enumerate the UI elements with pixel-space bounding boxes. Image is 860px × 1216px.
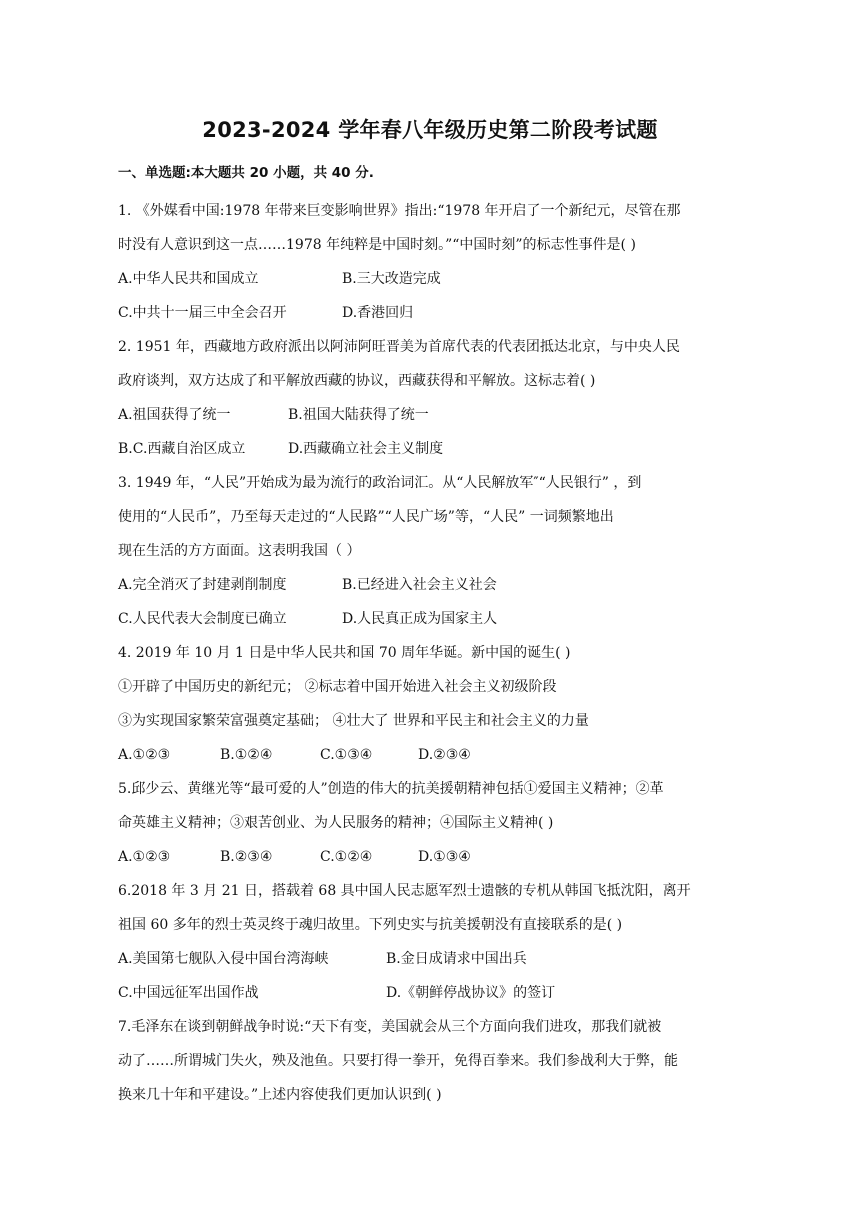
option-b: B.已经进入社会主义社会 bbox=[342, 577, 497, 593]
option-row bbox=[118, 568, 764, 602]
question-text-line: 1. 《外媒看中国:1978 年带来巨变影响世界》指出:“1978 年开启了一个新纪元，尽管在那 bbox=[118, 203, 681, 219]
option-c: C.中国远征军出国作战 bbox=[118, 985, 259, 1001]
question-text-line: 6.2018 年 3 月 21 日，搭载着 68 具中国人民志愿军烈士遗骸的专机从韩国飞抵沈阳，离开 bbox=[118, 883, 691, 899]
question-text-line: 使用的“人民币”，乃至每天走过的“人民路”“人民广场”等，“人民” 一词频繁地出 bbox=[118, 509, 614, 525]
question-text-line: 祖国 60 多年的烈士英灵终于魂归故里。下列史实与抗美援朝没有直接联系的是( ) bbox=[118, 917, 623, 933]
option-c: C.人民代表大会制度已确立 bbox=[118, 611, 287, 627]
question-text-line: 3. 1949 年，“人民”开始成为最为流行的政治词汇。从“人民解放军″“人民银行” ，到 bbox=[118, 475, 642, 491]
option-b: B.①②④ bbox=[220, 747, 273, 763]
option-row bbox=[118, 296, 764, 330]
question bbox=[118, 772, 764, 874]
option-b: B.三大改造完成 bbox=[342, 271, 441, 287]
question-text-line: 5.邱少云、黄继光等“最可爱的人”创造的伟大的抗美援朝精神包括①爱国主义精神；②革 bbox=[118, 781, 664, 797]
option-row bbox=[118, 840, 764, 874]
question bbox=[118, 636, 764, 772]
question-text-line: 2. 1951 年，西藏地方政府派出以阿沛阿旺晋美为首席代表的代表团抵达北京，与中央人民 bbox=[118, 339, 680, 355]
option-b: B.金日成请求中国出兵 bbox=[386, 951, 527, 967]
option-row bbox=[118, 398, 764, 432]
option-row bbox=[118, 432, 764, 466]
question bbox=[118, 194, 764, 330]
option-c: C.①③④ bbox=[320, 747, 373, 763]
question bbox=[118, 874, 764, 1010]
question-text-line: 动了……所谓城门失火，殃及池鱼。只要打得一拳开，免得百拳来。我们参战利大于弊，能 bbox=[118, 1053, 678, 1069]
option-a: A.中华人民共和国成立 bbox=[118, 271, 259, 287]
exam-content bbox=[118, 158, 764, 1112]
option-b: B.②③④ bbox=[220, 849, 273, 865]
question-text-line: 政府谈判，双方达成了和平解放西藏的协议，西藏获得和平解放。这标志着( ) bbox=[118, 373, 596, 389]
question-text-line: 现在生活的方方面面。这表明我国（ ） bbox=[118, 543, 361, 559]
option-row bbox=[118, 262, 764, 296]
question-text-line: 换来几十年和平建设。”上述内容使我们更加认识到( ) bbox=[118, 1087, 442, 1103]
option-c: B.C.西藏自治区成立 bbox=[118, 441, 246, 457]
option-c: C.①②④ bbox=[320, 849, 373, 865]
option-d: D.①③④ bbox=[418, 849, 471, 865]
option-d: D.人民真正成为国家主人 bbox=[342, 611, 498, 627]
exam-title: 2023-2024 学年春八年级历史第二阶段考试题 bbox=[202, 118, 658, 142]
option-row bbox=[118, 738, 764, 772]
question bbox=[118, 1010, 764, 1112]
question-text-line: 时没有人意识到这一点……1978 年纯粹是中国时刻。”“中国时刻”的标志性事件是( ) bbox=[118, 237, 636, 253]
option-b: B.祖国大陆获得了统一 bbox=[288, 407, 429, 423]
question-text-line: 命英雄主义精神；③艰苦创业、为人民服务的精神；④国际主义精神( ) bbox=[118, 815, 554, 831]
question bbox=[118, 330, 764, 466]
option-row bbox=[118, 976, 764, 1010]
option-a: A.祖国获得了统一 bbox=[118, 407, 231, 423]
option-a: A.①②③ bbox=[118, 849, 171, 865]
option-row bbox=[118, 942, 764, 976]
option-c: C.中共十一届三中全会召开 bbox=[118, 305, 287, 321]
option-a: A.美国第七舰队入侵中国台湾海峡 bbox=[118, 951, 329, 967]
option-d: D.②③④ bbox=[418, 747, 471, 763]
option-d: D.《朝鲜停战协议》的签订 bbox=[386, 985, 556, 1001]
section-heading: 一、单选题:本大题共 20 小题，共 40 分. bbox=[118, 165, 374, 181]
option-d: D.西藏确立社会主义制度 bbox=[288, 441, 444, 457]
option-a: A.①②③ bbox=[118, 747, 171, 763]
question-text-line: 7.毛泽东在谈到朝鲜战争时说:“天下有变，美国就会从三个方面向我们进攻，那我们就被 bbox=[118, 1019, 662, 1035]
option-a: A.完全消灭了封建剥削制度 bbox=[118, 577, 287, 593]
question-text-line: ③为实现国家繁荣富强奠定基础； ④壮大了 世界和平民主和社会主义的力量 bbox=[118, 713, 589, 729]
option-d: D.香港回归 bbox=[342, 305, 414, 321]
question-text-line: ①开辟了中国历史的新纪元； ②标志着中国开始进入社会主义初级阶段 bbox=[118, 679, 557, 695]
question bbox=[118, 466, 764, 636]
option-row bbox=[118, 602, 764, 636]
question-text-line: 4. 2019 年 10 月 1 日是中华人民共和国 70 周年华诞。新中国的诞生( ) bbox=[118, 645, 571, 661]
